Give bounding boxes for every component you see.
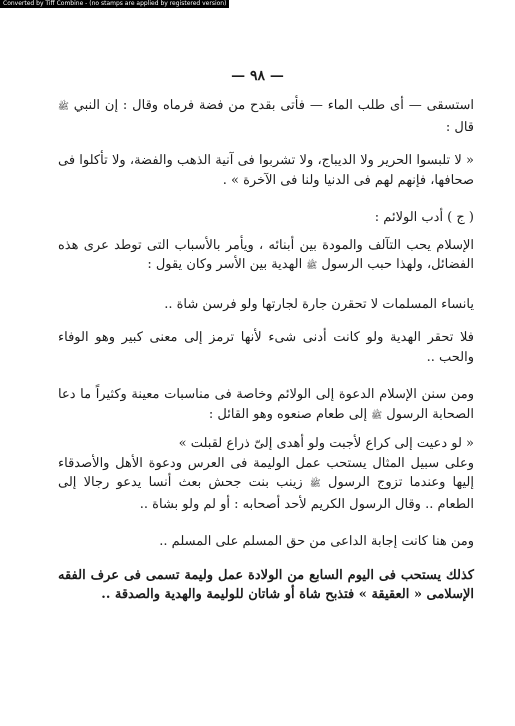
section-heading: ( ج ) أدب الولائم : (374, 210, 474, 225)
paragraph-9 (58, 454, 474, 515)
paragraph-9-text-a: وعلى سبيل المثال يستحب عمل الوليمة فى العرس ودعوة الأهل والأصدقاء إليها وعندما تزوج الرسول (58, 455, 474, 490)
conversion-banner: Converted by Tiff Combine - (no stamps are applied by registered version) (0, 0, 229, 8)
pbuh-symbol: ﷺ (309, 479, 321, 489)
paragraph-1 (58, 96, 474, 137)
paragraph-9-text-b: زينب بنت جحش بعث أنسا يدعو رجالا إلى الطعام .. وقال الرسول الكريم لأحد أصحابه : أو لم ولو بشاة .. (58, 475, 474, 512)
paragraph-1-text-a: استسقى — أى طلب الماء — فأتى بقدح من فضة فرماه وقال : إن النبي (73, 98, 475, 113)
paragraph-7-text-b: إلى طعام صنعوه وهو القائل : (208, 406, 368, 422)
paragraph-5: يانساء المسلمات لا تحقرن جارة لجارتها ولو فرسن شاة .. (164, 296, 474, 312)
page-number: — ٩٨ — (231, 68, 284, 84)
paragraph-11: كذلك يستحب فى اليوم السابع من الولادة عمل وليمة تسمى فى عرف الفقه الإسلامى « العقيقة » فتذبح شاة أو شاتان للوليمة والهدية والصدقة .. (58, 567, 474, 602)
paragraph-7-text-a: ومن سنن الإسلام الدعوة إلى الولائم وخاصة فى مناسبات معينة وكثيراً ما دعا الصحابة الرسول (58, 387, 474, 422)
pbuh-symbol: ﷺ (58, 102, 69, 112)
paragraph-7 (58, 385, 474, 426)
paragraph-10: ومن هنا كانت إجابة الداعى من حق المسلم على المسلم .. (159, 534, 474, 549)
paragraph-2: « لا تلبسوا الحرير ولا الديباج، ولا تشربوا فى آنية الذهب والفضة، ولا تأكلوا فى صحافها، فإنهم لهم فى الدنيا ولنا فى الآخرة » . (58, 153, 474, 188)
paragraph-4-text-b: الهدية بين الأسر وكان يقول : (147, 257, 303, 272)
page-body (58, 96, 474, 605)
pbuh-symbol: ﷺ (371, 410, 383, 421)
paragraph-6: فلا تحقر الهدية ولو كانت أدنى شىء لأنها ترمز إلى معنى كبير وهو الوفاء والحب .. (58, 330, 474, 365)
paragraph-8: « لو دعيت إلى كراع لأجبت ولو أهدى إلىّ ذراع لقبلت » (178, 436, 474, 451)
paragraph-1-text-b: قال : (445, 119, 474, 135)
pbuh-symbol: ﷺ (306, 261, 318, 271)
paragraph-4-text-a: الإسلام يحب التآلف والمودة بين أبنائه ، ويأمر بالأسباب التى توطد عرى هذه الفضائل، ولهذا حبب الرسول (58, 237, 474, 272)
paragraph-4 (58, 236, 474, 277)
